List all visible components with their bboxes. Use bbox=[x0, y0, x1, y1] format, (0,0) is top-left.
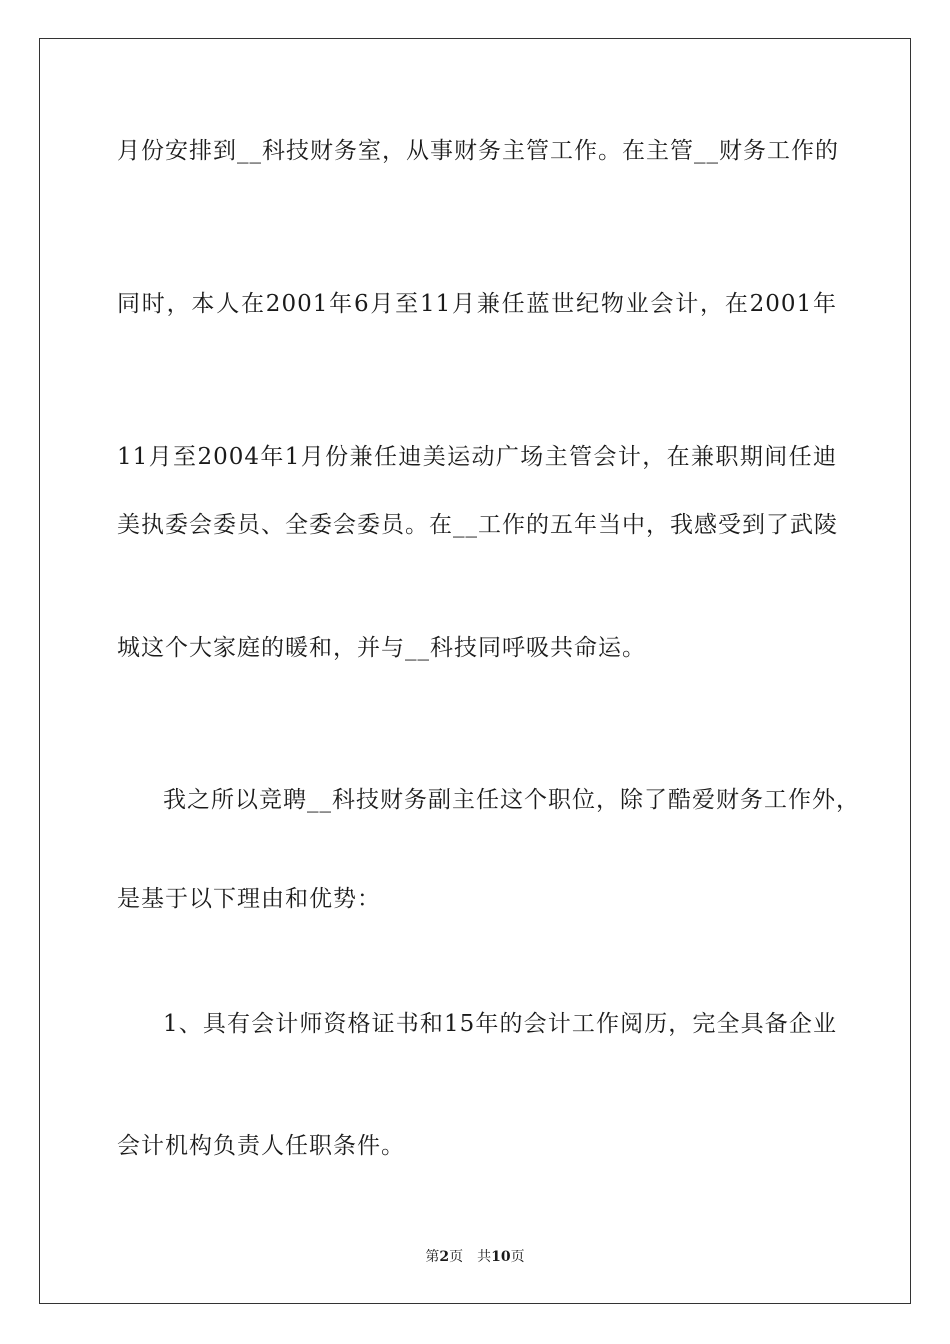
text-line-8: 1、具有会计师资格证书和15年的会计工作阅历，完全具备企业 bbox=[163, 1011, 837, 1037]
text-line-4: 美执委会委员、全委会委员。在__工作的五年当中，我感受到了武陵 bbox=[117, 512, 838, 538]
footer-total-pages: 10 bbox=[491, 1249, 511, 1265]
text-line-5: 城这个大家庭的暖和，并与__科技同呼吸共命运。 bbox=[117, 635, 646, 661]
footer-total-prefix: 共 bbox=[477, 1249, 492, 1265]
page-footer bbox=[0, 1248, 950, 1266]
footer-page-suffix: 页 bbox=[449, 1249, 464, 1265]
text-line-9: 会计机构负责人任职条件。 bbox=[117, 1133, 405, 1159]
footer-total-suffix: 页 bbox=[510, 1249, 525, 1265]
text-line-1: 月份安排到__科技财务室，从事财务主管工作。在主管__财务工作的 bbox=[117, 138, 839, 164]
text-line-2: 同时，本人在2001年6月至11月兼任蓝世纪物业会计，在2001年 bbox=[117, 291, 837, 317]
text-line-7: 是基于以下理由和优势： bbox=[117, 886, 381, 912]
footer-page-prefix: 第 bbox=[425, 1249, 440, 1265]
text-line-6: 我之所以竞聘__科技财务副主任这个职位，除了酷爱财务工作外， bbox=[163, 787, 860, 813]
text-line-3: 11月至2004年1月份兼任迪美运动广场主管会计，在兼职期间任迪 bbox=[117, 444, 837, 470]
footer-page-number: 2 bbox=[439, 1249, 450, 1265]
page-border bbox=[39, 38, 911, 1304]
